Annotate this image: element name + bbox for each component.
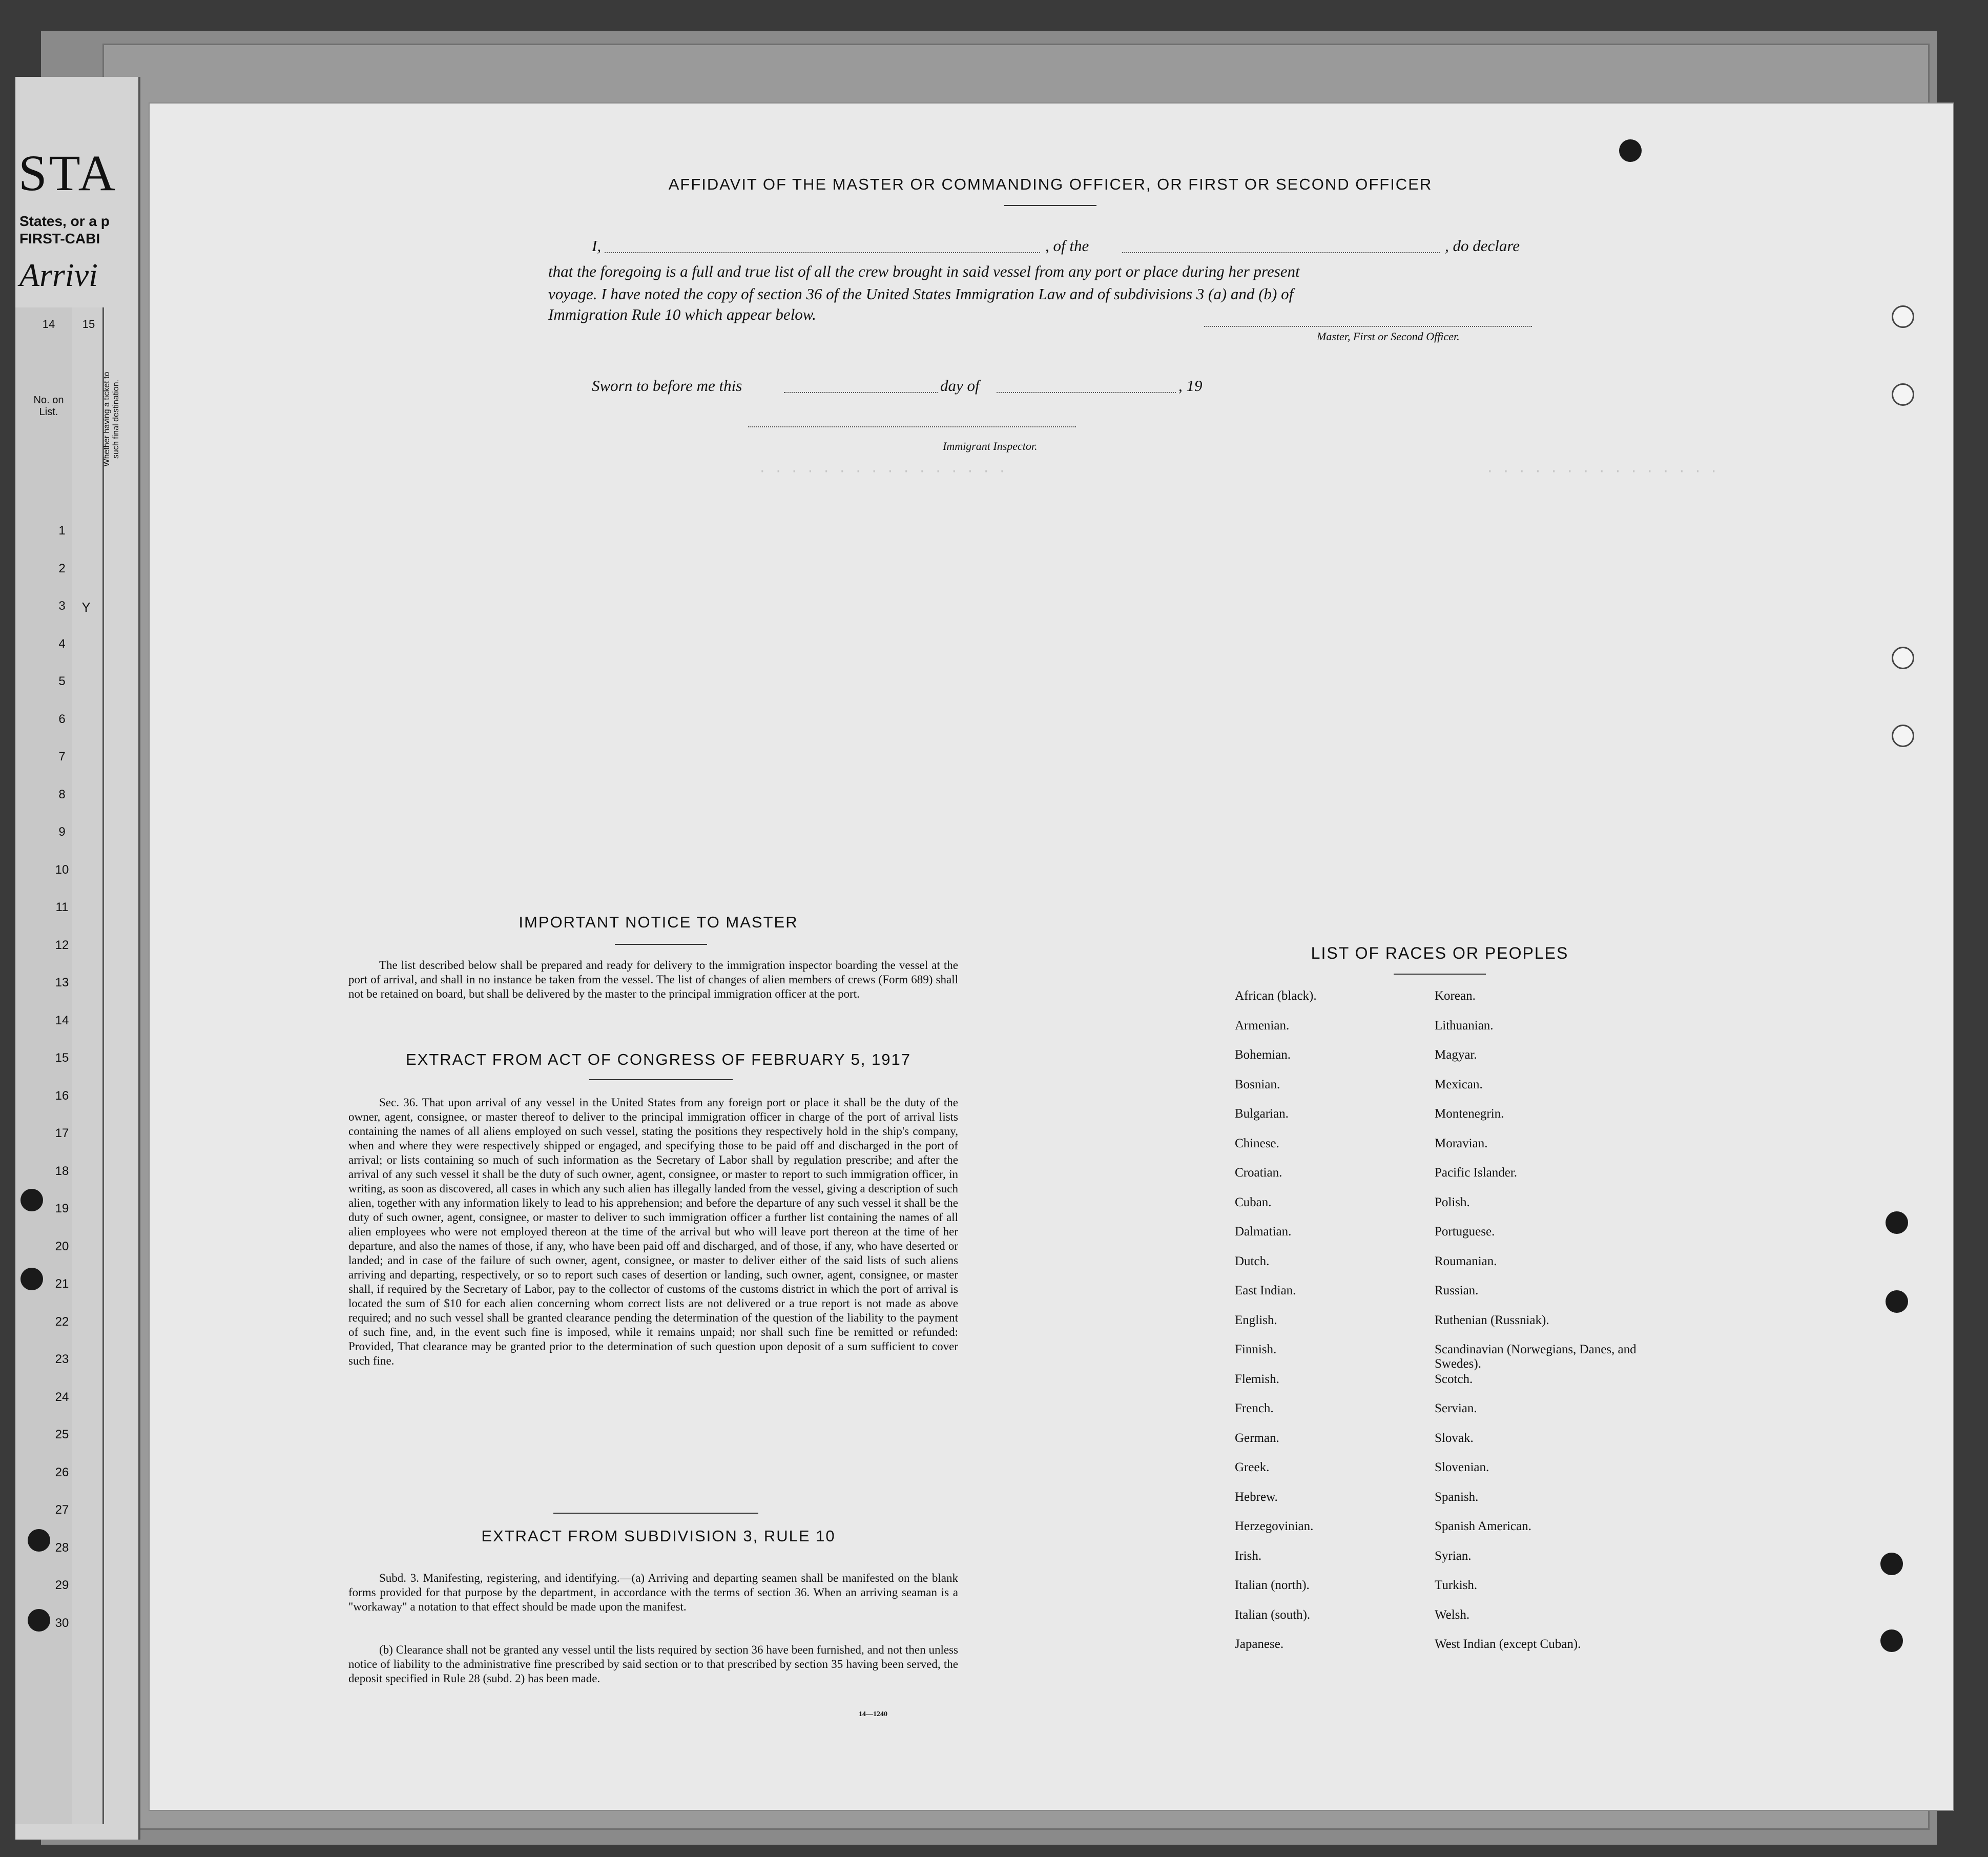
race-entry: Mexican. xyxy=(1435,1077,1483,1091)
bleed-through-text: · · · · · · · · · · · · · · · xyxy=(1486,464,1718,479)
row-number: 13 xyxy=(55,976,69,989)
race-entry: Welsh. xyxy=(1435,1607,1470,1622)
signature-label: Master, First or Second Officer. xyxy=(1317,330,1460,343)
race-entry: Italian (south). xyxy=(1235,1607,1311,1622)
extract-act-body: Sec. 36. That upon arrival of any vessel in the United States from any foreign port or place it shall be the duty of the owner, agent, consignee, or master thereof to deliver to the principal immigration officer in charge of the port of arrival lists containing the names of all aliens employed on such vessel, stating the positions they respectively hold in the ship's company, when and where they were respectively shipped or engaged, and specifying those to be paid off and discharged in the port of arrival; or lists containing so much of such information as the Secretary of Labor shall by regulation prescribe; and after the arrival of any such vessel it shall be the duty of such owner, agent, consignee, or master to report to such immigration officer, in writing, as soon as discovered, all cases in which any such alien has illegally landed from the vessel, giving a description of such alien, together with any information likely to lead to his apprehension; and before the departure of any such vessel it shall be the duty of such owner, agent, consignee, or master to deliver to such immigration officer a further list containing the names of all alien employees who were not employed thereon at the time of the arrival but who will leave port thereon at the time of her departure, and also the names of those, if any, who have been paid off and discharged, and of those, if any, who have deserted or landed; and in case of the failure of such owner, agent, consignee, or master to deliver either of the said lists of such aliens arriving and departing, respectively, or so to report such cases of desertion or landing, such owner, agent, consignee, or master shall, if required by the Secretary of Labor, pay to the collector of customs of the customs district in which the port of arrival is located the sum of $10 for each alien concerning whom correct lists are not delivered or a true report is not made as above required; and no such vessel shall be granted clearance pending the determination of the question of the liability to the payment of such fine, and, in the event such fine is imposed, while it remains unpaid; nor shall such fine be remitted or refunded: Provided, That clearance may be granted prior to the determination of such question upon deposit of a sum sufficient to cover such fine. xyxy=(348,1096,958,1367)
race-entry: English. xyxy=(1235,1313,1277,1327)
race-entry: Bulgarian. xyxy=(1235,1107,1289,1121)
binder-hole xyxy=(1892,725,1914,747)
affidavit-line: , of the xyxy=(1045,237,1089,255)
binder-hole xyxy=(1886,1290,1908,1313)
title-rule xyxy=(1004,205,1096,206)
vessel-blank xyxy=(1122,252,1440,253)
extract-act-rule xyxy=(589,1079,733,1080)
row-number: 6 xyxy=(58,712,66,726)
race-entry: Servian. xyxy=(1435,1401,1477,1415)
race-entry: West Indian (except Cuban). xyxy=(1435,1637,1581,1651)
race-entry: Greek. xyxy=(1235,1460,1270,1474)
race-entry: Polish. xyxy=(1435,1195,1470,1209)
race-entry: Japanese. xyxy=(1235,1637,1284,1651)
race-entry: Montenegrin. xyxy=(1435,1107,1504,1121)
race-entry: German. xyxy=(1235,1431,1279,1445)
column-header-ticket: Whether having a ticket to such final destination. xyxy=(102,372,120,467)
race-entry: Croatian. xyxy=(1235,1166,1282,1180)
inspector-blank xyxy=(748,426,1076,427)
binder-hole xyxy=(20,1189,43,1211)
row-number: 15 xyxy=(55,1051,69,1065)
column-number: 15 xyxy=(82,318,95,331)
sworn-line: day of xyxy=(940,377,980,395)
row-number: 30 xyxy=(55,1616,69,1630)
sworn-line: , 19 xyxy=(1178,377,1203,395)
binder-hole xyxy=(1892,305,1914,328)
race-entry: African (black). xyxy=(1235,989,1317,1003)
race-entry: Armenian. xyxy=(1235,1018,1290,1033)
ticket-mark: Y xyxy=(81,600,91,615)
race-entry: Dutch. xyxy=(1235,1254,1270,1268)
race-entry: Flemish. xyxy=(1235,1372,1279,1386)
row-number: 27 xyxy=(55,1503,69,1517)
row-number: 24 xyxy=(55,1390,69,1404)
race-entry: Syrian. xyxy=(1435,1549,1472,1563)
race-entry: Ruthenian (Russniak). xyxy=(1435,1313,1549,1327)
row-number: 1 xyxy=(58,524,66,538)
race-entry: Magyar. xyxy=(1435,1048,1477,1062)
row-number: 12 xyxy=(55,938,69,952)
binder-hole xyxy=(1892,647,1914,669)
row-number: 2 xyxy=(58,561,66,575)
signature-blank xyxy=(1204,326,1532,327)
extract-rule-para-b: (b) Clearance shall not be granted any vessel until the lists required by section 36 have been furnished, and not then unless notice of liability to the administrative fine prescribed by said section or to that prescribed by section 35 having been served, the deposit specified in Rule 28 (subd. 2) has been made. xyxy=(348,1643,958,1685)
race-entry: Slovenian. xyxy=(1435,1460,1489,1474)
extract-rule-divider xyxy=(553,1513,758,1514)
extract-rule-para-a: Subd. 3. Manifesting, registering, and identifying.—(a) Arriving and departing seamen shall be manifested on the blank forms provided for that purpose by the department, in accordance with the terms of section 36. When an arriving seaman is a "workaway" a notation to that effect should be made upon the manifest. xyxy=(348,1572,958,1613)
row-number: 28 xyxy=(55,1540,69,1555)
binder-hole xyxy=(28,1609,50,1632)
row-number: 18 xyxy=(55,1164,69,1178)
race-entry: Slovak. xyxy=(1435,1431,1474,1445)
affidavit-line: , do declare xyxy=(1445,237,1520,255)
row-number: 19 xyxy=(55,1202,69,1215)
binder-hole xyxy=(1892,383,1914,406)
race-entry: Spanish American. xyxy=(1435,1519,1531,1533)
notice-title: IMPORTANT NOTICE TO MASTER xyxy=(519,913,798,931)
day-blank xyxy=(784,392,938,393)
notice-rule xyxy=(615,944,707,945)
race-entry: French. xyxy=(1235,1401,1274,1415)
row-number: 8 xyxy=(58,787,66,801)
row-number: 22 xyxy=(55,1314,69,1329)
affidavit-line: I, xyxy=(592,237,602,255)
row-number: 20 xyxy=(55,1239,69,1253)
column-number: 14 xyxy=(42,318,55,331)
left-column-15 xyxy=(72,307,104,1824)
affidavit-line: Immigration Rule 10 which appear below. xyxy=(548,305,816,323)
extract-rule-title: EXTRACT FROM SUBDIVISION 3, RULE 10 xyxy=(481,1527,836,1545)
row-number: 14 xyxy=(55,1013,69,1027)
bleed-through-text: · · · · · · · · · · · · · · · · xyxy=(758,464,1006,479)
row-number: 11 xyxy=(55,900,69,914)
left-sheet-line: States, or a p xyxy=(19,213,110,229)
row-number: 25 xyxy=(55,1428,69,1441)
race-entry: Dalmatian. xyxy=(1235,1225,1292,1239)
name-blank xyxy=(605,252,1040,253)
binder-hole xyxy=(1880,1553,1903,1575)
races-title: LIST OF RACES OR PEOPLES xyxy=(1311,944,1569,962)
left-sheet-title: STA xyxy=(18,145,117,201)
row-number: 3 xyxy=(58,599,66,613)
left-sheet-line: FIRST-CABI xyxy=(19,231,100,246)
race-entry: Irish. xyxy=(1235,1549,1262,1563)
race-entry: Bosnian. xyxy=(1235,1077,1280,1091)
race-entry: Lithuanian. xyxy=(1435,1018,1494,1033)
race-entry: Pacific Islander. xyxy=(1435,1166,1518,1180)
extract-act-title: EXTRACT FROM ACT OF CONGRESS OF FEBRUARY 5, 1917 xyxy=(405,1050,912,1068)
race-entry: Turkish. xyxy=(1435,1578,1478,1592)
notice-body: The list described below shall be prepared and ready for delivery to the immigration inspector boarding the vessel at the port of arrival, and shall in no instance be taken from the vessel. The list of changes of alien members of crews (Form 689) shall not be retained on board, but shall be delivered by the master to the principal immigration officer at the port. xyxy=(348,959,958,1000)
row-number: 16 xyxy=(55,1088,69,1103)
row-number: 7 xyxy=(58,750,66,764)
binder-hole xyxy=(1619,139,1642,162)
row-number: 26 xyxy=(55,1465,69,1479)
binder-hole xyxy=(1886,1211,1908,1234)
race-entry: Russian. xyxy=(1435,1284,1479,1297)
affidavit-line: voyage. I have noted the copy of section 36 of the United States Immigration Law and of subdivisions 3 (a) and (b) of xyxy=(548,285,1294,303)
affidavit-page xyxy=(149,102,1954,1811)
race-entry: Hebrew. xyxy=(1235,1490,1278,1504)
row-number: 21 xyxy=(55,1277,69,1291)
month-blank xyxy=(997,392,1176,393)
race-entry: Cuban. xyxy=(1235,1195,1272,1209)
race-entry: Portuguese. xyxy=(1435,1225,1495,1239)
column-header-no-on-list: No. on List. xyxy=(33,395,64,418)
race-entry: Scandinavian (Norwegians, Danes, and Swedes). xyxy=(1435,1343,1637,1371)
race-entry: Korean. xyxy=(1435,989,1476,1003)
race-entry: Moravian. xyxy=(1435,1136,1488,1150)
affidavit-line: that the foregoing is a full and true list of all the crew brought in said vessel from any port or place during her present xyxy=(548,262,1300,280)
row-number: 17 xyxy=(55,1126,69,1140)
form-number: 14—1240 xyxy=(859,1710,887,1718)
binder-hole xyxy=(1880,1629,1903,1652)
inspector-label: Immigrant Inspector. xyxy=(943,440,1038,452)
race-entry: Finnish. xyxy=(1235,1343,1277,1356)
race-entry: Roumanian. xyxy=(1435,1254,1497,1268)
left-sheet-arrival: Arrivi xyxy=(19,257,98,293)
race-entry: Scotch. xyxy=(1435,1372,1473,1386)
row-number: 29 xyxy=(55,1578,69,1592)
affidavit-title: AFFIDAVIT OF THE MASTER OR COMMANDING OFFICER, OR FIRST OR SECOND OFFICER xyxy=(668,175,1433,193)
race-entry: East Indian. xyxy=(1235,1284,1296,1297)
sworn-line: Sworn to before me this xyxy=(592,377,742,395)
race-entry: Herzegovinian. xyxy=(1235,1519,1314,1533)
row-number: 5 xyxy=(58,674,66,688)
row-number: 4 xyxy=(58,636,66,651)
race-entry: Bohemian. xyxy=(1235,1048,1291,1062)
race-entry: Chinese. xyxy=(1235,1136,1279,1150)
row-number: 23 xyxy=(55,1352,69,1366)
row-number: 10 xyxy=(55,862,69,877)
row-number: 9 xyxy=(58,825,66,839)
races-rule xyxy=(1394,974,1486,975)
binder-hole xyxy=(20,1268,43,1290)
binder-hole xyxy=(28,1529,50,1552)
race-entry: Spanish. xyxy=(1435,1490,1479,1504)
race-entry: Italian (north). xyxy=(1235,1578,1310,1592)
